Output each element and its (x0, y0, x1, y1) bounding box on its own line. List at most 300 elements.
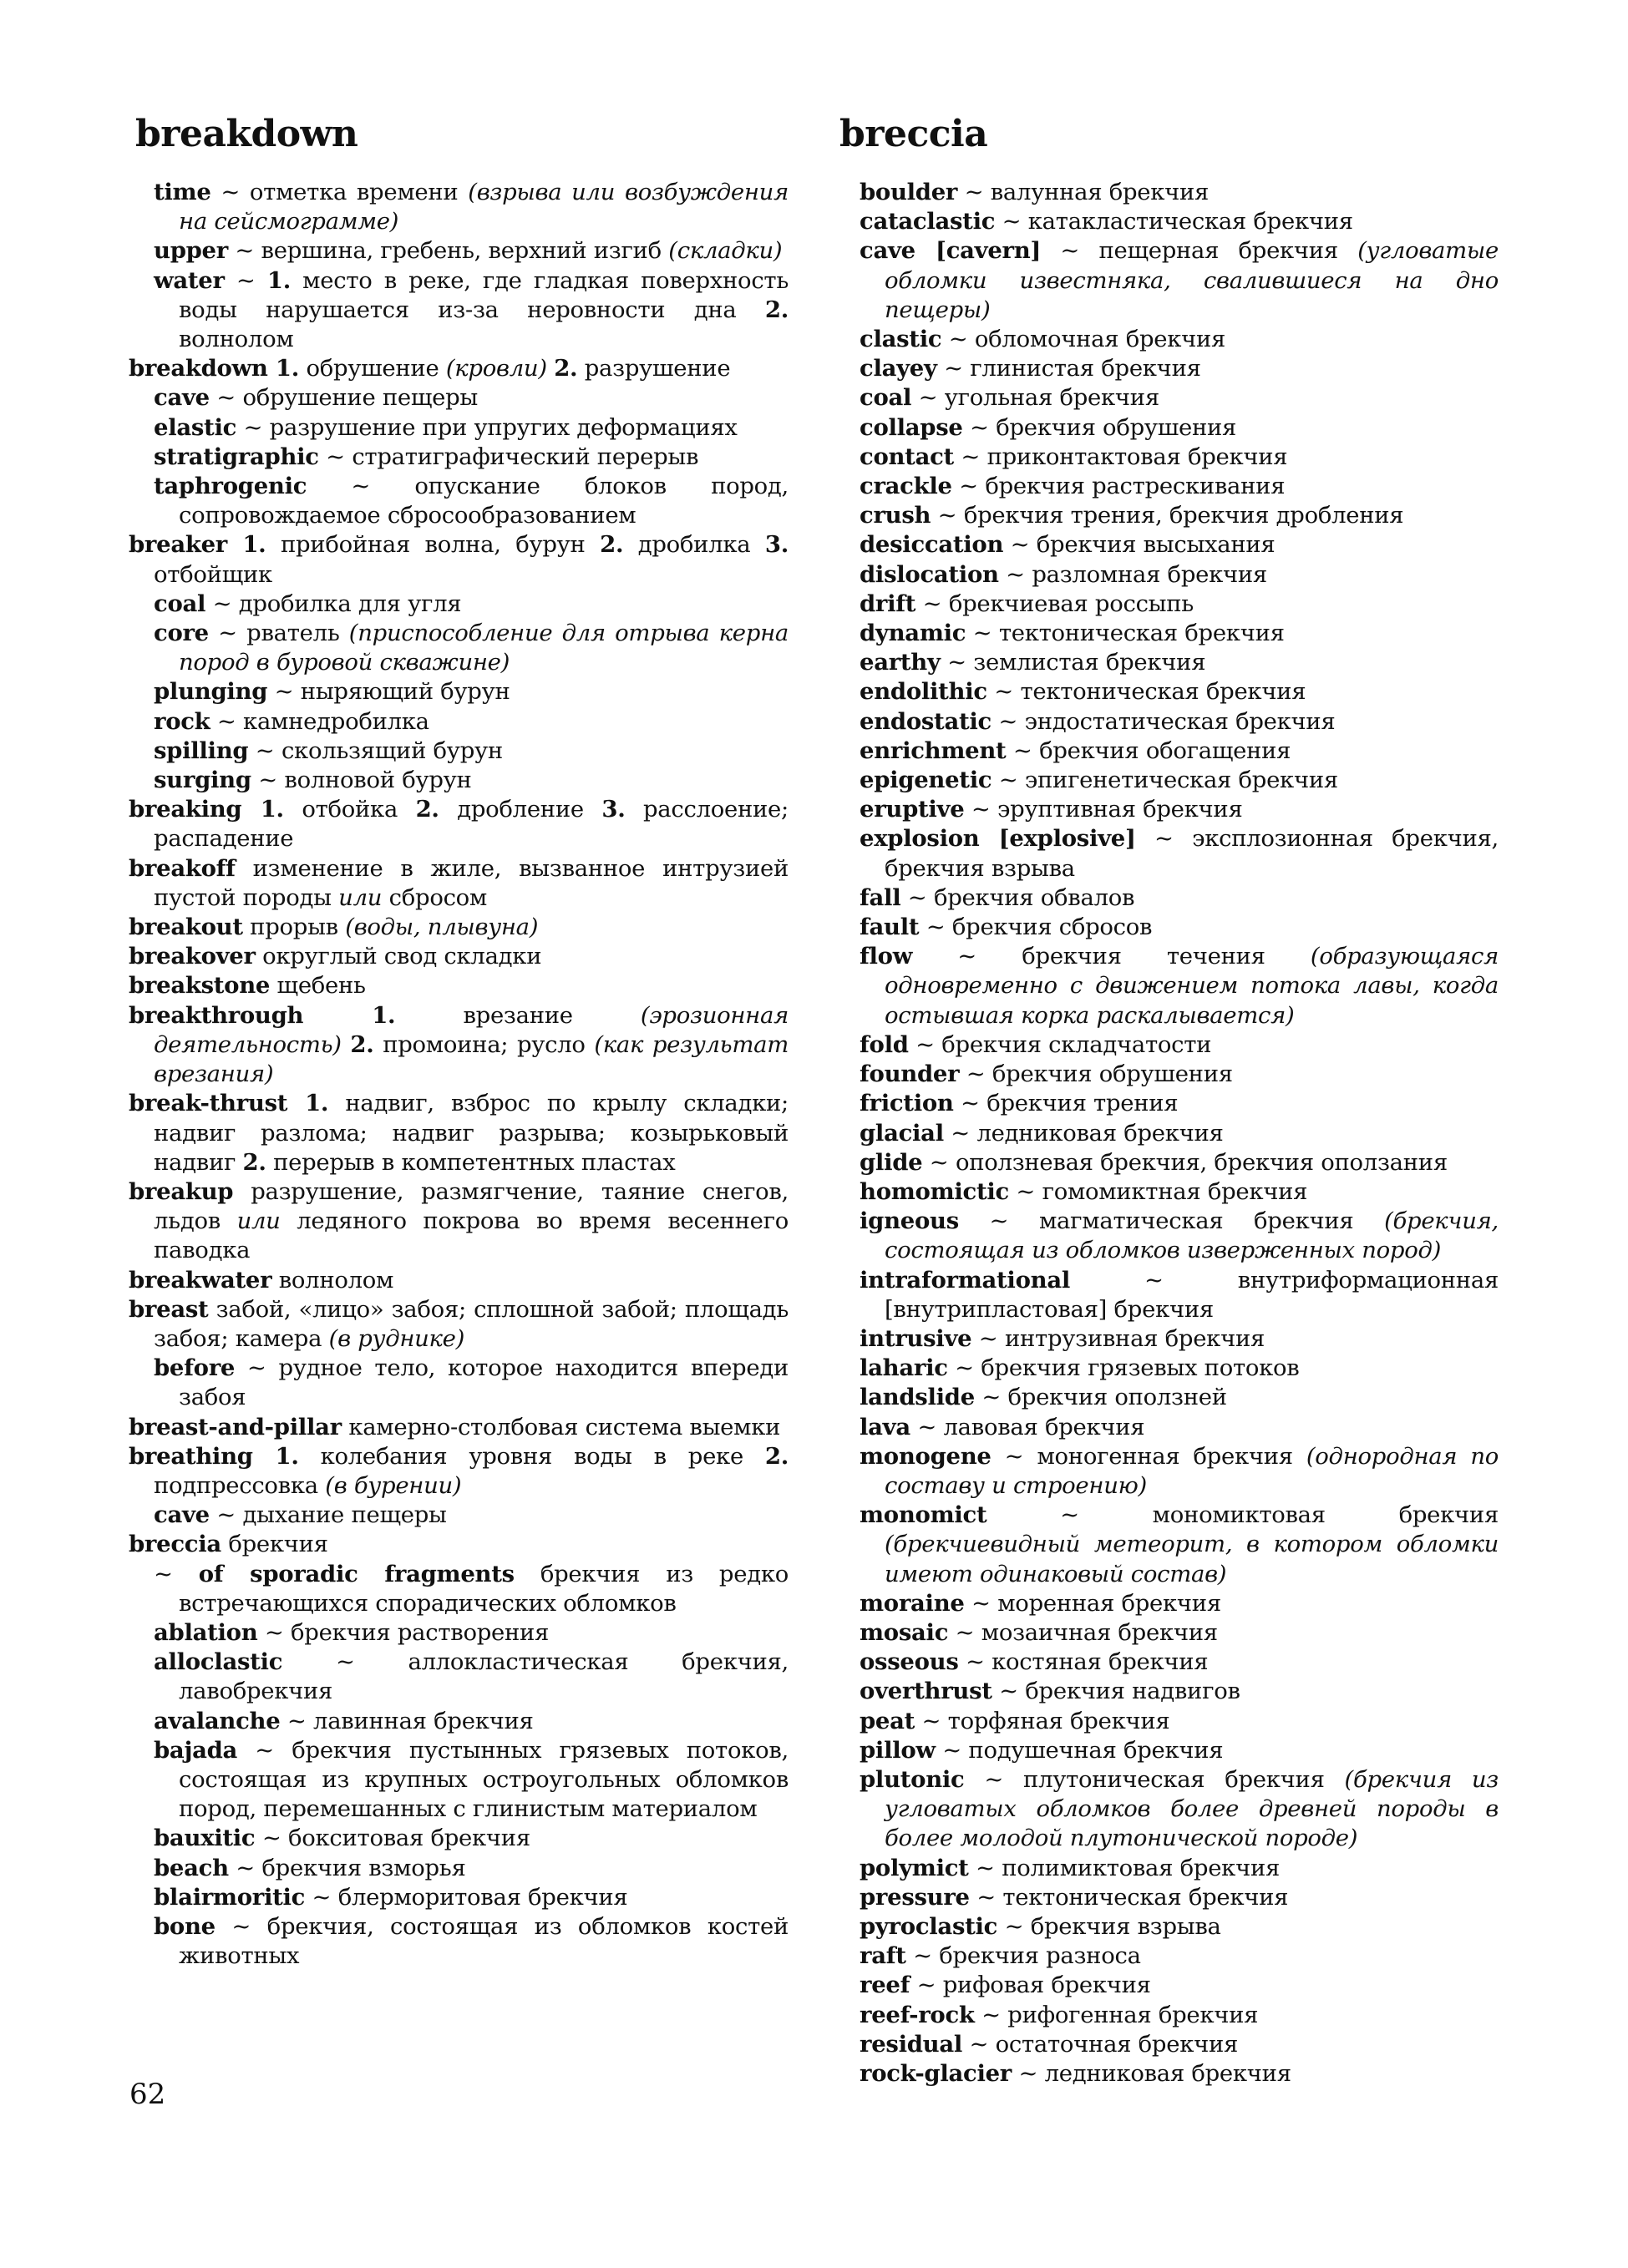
headword: boulder (860, 179, 958, 205)
definition-text (342, 1031, 351, 1058)
headword: flow (860, 943, 913, 970)
headword: bauxitic (154, 1825, 256, 1852)
headword: overthrust (860, 1678, 992, 1705)
left-column (129, 178, 789, 1971)
headword: osseous (860, 1648, 959, 1676)
dictionary-entry (860, 619, 1499, 648)
definition-text: ~ мозаичная брекчия (948, 1618, 1218, 1646)
definition-text: ~ аллокластическая брекчия, лавобрекчия (179, 1648, 789, 1705)
gloss-note: (однородная по составу и строению) (885, 1442, 1499, 1499)
dictionary-entry (860, 1354, 1499, 1383)
definition-text: отбойка (283, 796, 416, 823)
dictionary-entry (860, 1736, 1499, 1765)
definition-text: ~ магматическая брекчия (958, 1207, 1385, 1235)
definition-text: ~ эндостатическая брекчия (991, 707, 1336, 735)
headword: laharic (860, 1354, 948, 1382)
headword: eruptive (860, 796, 965, 823)
definition-text: ~ брекчия оползней (974, 1384, 1227, 1411)
definition-text: ~ брекчия обогащения (1006, 737, 1291, 764)
headword: alloclastic (154, 1648, 283, 1676)
headword: breakthrough 1. (129, 1001, 396, 1029)
definition-text: ~ обрушение пещеры (209, 384, 479, 412)
definition-text: ~ тектоническая брекчия (966, 620, 1285, 647)
definition-text: ~ брекчия растрескивания (951, 473, 1286, 500)
definition-text: ~ брекчия трения, брекчия дробления (931, 502, 1404, 529)
headword: crackle (860, 473, 952, 500)
dictionary-entry (860, 1971, 1499, 2000)
dictionary-entry (860, 1060, 1499, 1089)
headword: plunging (154, 678, 268, 706)
definition-text: ~ подушечная брекчия (935, 1736, 1224, 1764)
dictionary-entry (860, 1765, 1499, 1854)
dictionary-entry (860, 1089, 1499, 1118)
definition-text: ~ отметка времени (210, 179, 469, 205)
sub-entry (129, 737, 789, 766)
headword: cave (154, 1501, 210, 1529)
dictionary-entry (129, 354, 789, 383)
definition-text: ~ стратиграфический перерыв (318, 443, 699, 470)
right-column (860, 178, 1499, 2088)
gloss-note: (эрозионная деятельность) (154, 1001, 789, 1058)
definition-text: ~ брекчиевая россыпь (915, 590, 1194, 617)
headword: 2. (415, 796, 439, 823)
sub-entry (129, 619, 789, 677)
definition-text: ~ ныряющий бурун (267, 678, 510, 706)
definition-text: ~ дробилка для угля (205, 590, 462, 617)
definition-text: ~ брекчия, состоящая из обломков костей животных (179, 1912, 789, 1970)
dictionary-entry (860, 1589, 1499, 1618)
headword: monomict (860, 1501, 987, 1529)
definition-text: ~ ледниковая брекчия (1012, 2060, 1291, 2087)
dictionary-entry (860, 824, 1499, 883)
definition-text: ~ брекчия обрушения (962, 413, 1237, 441)
sub-entry (129, 266, 789, 355)
headword: polymict (860, 1854, 969, 1881)
dictionary-entry (860, 178, 1499, 207)
definition-text: колебания уровня воды в реке (298, 1442, 765, 1470)
definition-text (547, 355, 554, 382)
definition-text: дробление (439, 796, 602, 823)
dictionary-entry (860, 530, 1499, 559)
dictionary-entry (860, 472, 1499, 501)
definition-text: ~ тектоническая брекчия (986, 678, 1306, 706)
headword: epigenetic (860, 767, 992, 794)
dictionary-entry (860, 590, 1499, 619)
headword: explosion [explosive] (860, 825, 1136, 853)
headword: 3. (764, 531, 789, 559)
dictionary-entry (860, 1177, 1499, 1207)
dictionary-entry (860, 677, 1499, 706)
definition-text: ~ опускание блоков пород, сопровождаемое сбросообразованием (179, 473, 789, 529)
headword: residual (860, 2030, 963, 2058)
dictionary-entry (860, 413, 1499, 443)
sub-entry (129, 1912, 789, 1971)
headword: 2. (242, 1148, 266, 1176)
headword: beach (154, 1854, 229, 1881)
definition-text: ~ разрушение при упругих деформациях (236, 413, 738, 441)
definition-text: место в реке, где гладкая поверхность воды нарушается из-за неровности дна (179, 266, 789, 323)
dictionary-entry (129, 1295, 789, 1354)
dictionary-entry (860, 1030, 1499, 1060)
definition-text: обрушение (299, 355, 446, 382)
definition-text: разрушение (577, 355, 731, 382)
definition-text: брекчия (221, 1531, 328, 1558)
definition-text: ~ глинистая брекчия (936, 355, 1201, 382)
sub-entry (129, 472, 789, 530)
sub-entry (129, 1648, 789, 1706)
headword: fold (860, 1030, 909, 1058)
headword: cave (154, 384, 210, 412)
definition-text: ~ волновой бурун (251, 767, 472, 794)
headword: rock (154, 707, 210, 735)
sub-entry (129, 443, 789, 472)
definition-text: ~ рифогенная брекчия (974, 2001, 1259, 2028)
gloss-note: (как результат врезания) (154, 1030, 789, 1088)
definition-text: отбойщик (154, 560, 272, 588)
definition-text: щебень (270, 972, 366, 1000)
definition-text: ~ интрузивная брекчия (971, 1324, 1265, 1352)
definition-text: ~ брекчия пустынных грязевых потоков, состоящая из крупных остроугольных обломков пород, перемешанных с глинистым материалом (179, 1736, 789, 1823)
definition-text: ~ торфяная брекчия (915, 1707, 1170, 1734)
dictionary-entry (860, 1383, 1499, 1412)
definition-text: ~ (224, 266, 267, 294)
headword: spilling (154, 737, 249, 764)
definition-text: ~ брекчия сбросов (919, 914, 1153, 941)
headword: collapse (860, 413, 963, 441)
dictionary-entry (860, 560, 1499, 590)
dictionary-entry (860, 2030, 1499, 2059)
dictionary-entry (129, 942, 789, 971)
headword: breakstone (129, 972, 271, 1000)
definition-text: брекчия из редко встречающихся спорадических обломков (179, 1560, 789, 1617)
headword: 2. (764, 1442, 789, 1470)
headword: earthy (860, 649, 941, 676)
definition-text: ~ брекчия грязевых потоков (947, 1354, 1300, 1382)
headword: breccia (129, 1531, 221, 1558)
sub-entry (129, 590, 789, 619)
definition-text: ~ брекчия течения (912, 943, 1311, 970)
headword: breaking 1. (129, 796, 284, 823)
definition-text: ~ оползневая брекчия, брекчия оползания (922, 1148, 1448, 1176)
headword: ablation (154, 1618, 258, 1646)
dictionary-entry (860, 913, 1499, 942)
definition-text: забой, «лицо» забоя; сплошной забой; площадь забоя; камера (154, 1295, 789, 1352)
dictionary-entry (860, 1854, 1499, 1883)
definition-text: ~ (154, 1560, 199, 1587)
dictionary-entry (860, 1707, 1499, 1736)
definition-text: ~ дыхание пещеры (209, 1501, 447, 1529)
headword: upper (154, 237, 228, 265)
gloss-note: (в бурении) (325, 1471, 462, 1499)
dictionary-entry (860, 1119, 1499, 1148)
definition-text: разрушение, размягчение, таяние снегов, льдов (154, 1177, 789, 1235)
dictionary-entry (860, 883, 1499, 913)
definition-text: сбросом (382, 883, 488, 911)
headword: raft (860, 1942, 906, 1970)
dictionary-entry (129, 1413, 789, 1442)
sub-entry (129, 1824, 789, 1853)
headword: desiccation (860, 531, 1004, 559)
definition-text: ~ скользящий бурун (248, 737, 503, 764)
headword: crush (860, 502, 931, 529)
sub-entry (129, 766, 789, 795)
dictionary-entry (860, 795, 1499, 824)
headword: peat (860, 1707, 915, 1734)
headword: core (154, 620, 209, 647)
definition-text: камерно-столбовая система выемки (341, 1413, 781, 1440)
definition-text: ~ брекчия обвалов (900, 883, 1135, 911)
definition-text: подпрессовка (154, 1471, 326, 1499)
definition-text: ~ мономиктовая брекчия (986, 1501, 1499, 1529)
definition-text: ~ ледниковая брекчия (943, 1119, 1224, 1147)
page-number: 62 (129, 2078, 166, 2111)
definition-text: надвиг, взброс по крылу складки; надвиг разлома; надвиг разрыва; козырьковый надвиг (154, 1090, 789, 1176)
dictionary-entry (129, 1442, 789, 1501)
headword: pillow (860, 1736, 936, 1764)
sub-entry (129, 707, 789, 737)
headword: plutonic (860, 1765, 965, 1793)
sub-entry (129, 1707, 789, 1736)
headword: pyroclastic (860, 1912, 998, 1940)
definition-text: ~ рватель (208, 620, 349, 647)
headword: endostatic (860, 707, 992, 735)
definition-text: ~ лавинная брекчия (280, 1707, 534, 1734)
dictionary-entry (129, 795, 789, 853)
definition-text: ~ тектоническая брекчия (969, 1883, 1289, 1911)
definition-text: ~ вершина, гребень, верхний изгиб (227, 237, 669, 265)
headword: break-thrust 1. (129, 1090, 329, 1117)
definition-text: ~ разломная брекчия (998, 560, 1267, 588)
gloss-note: (брекчия, состоящая из обломков изверженных пород) (885, 1207, 1499, 1264)
sub-entry (129, 1560, 789, 1618)
headword: breaker 1. (129, 531, 266, 559)
dictionary-entry (129, 1001, 789, 1090)
sub-entry (129, 178, 789, 236)
dictionary-entry (860, 766, 1499, 795)
definition-text: врезание (395, 1001, 641, 1029)
sub-entry (129, 1354, 789, 1412)
dictionary-entry (129, 530, 789, 589)
dictionary-entry (129, 1177, 789, 1266)
dictionary-entry (860, 1413, 1499, 1442)
headword: of sporadic fragments (198, 1560, 515, 1587)
dictionary-entry (860, 501, 1499, 530)
headword: endolithic (860, 678, 987, 706)
definition-text: ~ гомомиктная брекчия (1008, 1177, 1308, 1205)
headword: water (154, 266, 225, 294)
definition-text: ~ землистая брекчия (940, 649, 1206, 676)
headword: avalanche (154, 1707, 281, 1734)
definition-text: волнолом (271, 1266, 394, 1293)
headword: breast (129, 1295, 209, 1323)
dictionary-entry (860, 383, 1499, 413)
headword: 2. (554, 355, 578, 382)
dictionary-entry (860, 325, 1499, 354)
headword: coal (154, 590, 206, 617)
gloss-note: или (236, 1207, 281, 1235)
headword: breakwater (129, 1266, 272, 1293)
dictionary-entry (860, 1677, 1499, 1706)
headword: lava (860, 1413, 910, 1440)
headword: landslide (860, 1384, 975, 1411)
headword: time (154, 179, 211, 205)
headword: reef-rock (860, 2001, 975, 2028)
definition-text: ледяного покрова во время весеннего паводка (154, 1207, 789, 1264)
headword: 1. (266, 266, 291, 294)
definition-text: расслоение; распадение (154, 796, 789, 853)
definition-text: ~ блерморитовая брекчия (305, 1883, 628, 1911)
definition-text: ~ эксплозионная брекчия, брекчия взрыва (885, 825, 1499, 882)
definition-text: ~ лавовая брекчия (910, 1413, 1145, 1440)
definition-text: ~ эруптивная брекчия (964, 796, 1243, 823)
headword: breathing 1. (129, 1442, 299, 1470)
headword: breakdown 1. (129, 355, 300, 382)
gloss-note: (угловатые обломки известняка, свалившиеся на дно пещеры) (885, 237, 1499, 323)
headword: pressure (860, 1883, 970, 1911)
definition-text: ~ валунная брекчия (957, 179, 1210, 205)
definition-text: ~ бокситовая брекчия (255, 1825, 530, 1852)
headword: founder (860, 1061, 960, 1088)
definition-text: ~ брекчия растворения (257, 1618, 550, 1646)
headword: before (154, 1354, 236, 1382)
sub-entry (129, 1501, 789, 1530)
headword: breakoff (129, 854, 236, 882)
headword: enrichment (860, 737, 1007, 764)
headword: glide (860, 1148, 923, 1176)
dictionary-entry (860, 1883, 1499, 1912)
gloss-note: (складки) (668, 237, 783, 265)
dictionary-entry (129, 913, 789, 942)
sub-entry (129, 1883, 789, 1912)
definition-text: ~ брекчия складчатости (908, 1030, 1212, 1058)
headword: reef (860, 1972, 910, 1999)
headword: cataclastic (860, 208, 996, 235)
definition-text: промоина; русло (373, 1030, 595, 1058)
headword: friction (860, 1090, 954, 1117)
headword: clayey (860, 355, 937, 382)
definition-text: ~ эпигенетическая брекчия (992, 767, 1338, 794)
dictionary-entry (860, 1912, 1499, 1941)
sub-entry (129, 413, 789, 443)
dictionary-entry (129, 854, 789, 913)
definition-text: ~ брекчия разноса (905, 1942, 1141, 1970)
headword: coal (860, 384, 912, 412)
dictionary-entry (860, 207, 1499, 236)
dictionary-entry (860, 1207, 1499, 1265)
headword: contact (860, 443, 954, 470)
definition-text: ~ брекчия взрыва (997, 1912, 1221, 1940)
definition-text: округлый свод складки (255, 943, 542, 970)
definition-text: ~ остаточная брекчия (962, 2030, 1239, 2058)
headword: 2. (764, 296, 789, 323)
sub-entry (129, 1618, 789, 1648)
definition-text: ~ плутоническая брекчия (964, 1765, 1345, 1793)
headword: homomictic (860, 1177, 1009, 1205)
headword: breast-and-pillar (129, 1413, 342, 1440)
dictionary-entry (860, 1148, 1499, 1177)
sub-entry (129, 1854, 789, 1883)
gloss-note: (кровли) (445, 355, 547, 382)
headword: dynamic (860, 620, 966, 647)
definition-text: ~ камнедробилка (210, 707, 429, 735)
dictionary-entry (129, 1530, 789, 1559)
headword: monogene (860, 1442, 992, 1470)
dictionary-entry (129, 1266, 789, 1295)
headword: 2. (350, 1030, 374, 1058)
running-head-left: breakdown (135, 113, 358, 155)
headword: cave [cavern] (860, 237, 1042, 265)
definition-text: ~ брекчия высыхания (1003, 531, 1276, 559)
headword: dislocation (860, 560, 999, 588)
definition-text: ~ брекчия трения (953, 1090, 1179, 1117)
dictionary-entry (860, 942, 1499, 1030)
dictionary-entry (860, 443, 1499, 472)
headword: bone (154, 1912, 216, 1940)
headword: moraine (860, 1589, 965, 1617)
definition-text: дробилка (623, 531, 765, 559)
definition-text: прорыв (242, 914, 346, 941)
headword: fault (860, 914, 920, 941)
definition-text: изменение в жиле, вызванное интрузией пустой породы (154, 854, 789, 911)
definition-text: ~ брекчия обрушения (959, 1061, 1233, 1088)
headword: breakout (129, 914, 243, 941)
headword: stratigraphic (154, 443, 319, 470)
definition-text: ~ пещерная брекчия (1041, 237, 1358, 265)
gloss-note: или (338, 883, 383, 911)
dictionary-entry (860, 648, 1499, 677)
headword: fall (860, 883, 901, 911)
dictionary-entry (860, 1941, 1499, 1971)
running-head-right: breccia (839, 113, 988, 155)
definition-text: перерыв в компетентных пластах (266, 1148, 676, 1176)
headword: glacial (860, 1119, 944, 1147)
headword: taphrogenic (154, 473, 307, 500)
headword: igneous (860, 1207, 959, 1235)
definition-text: волнолом (179, 326, 294, 353)
dictionary-entry (860, 737, 1499, 766)
gloss-note: (воды, плывуна) (345, 914, 539, 941)
dictionary-entry (860, 1648, 1499, 1677)
definition-text: ~ костяная брекчия (958, 1648, 1209, 1676)
definition-text: ~ брекчия взморья (228, 1854, 466, 1881)
headword: intraformational (860, 1266, 1070, 1293)
headword: clastic (860, 326, 942, 353)
definition-text: ~ внутриформационная [внутрипластовая] брекчия (885, 1266, 1499, 1323)
definition-text: ~ рифовая брекчия (910, 1972, 1151, 1999)
dictionary-entry (860, 1618, 1499, 1648)
dictionary-entry (129, 971, 789, 1000)
gloss-note: (брекчиевидный метеорит, в котором обломки имеют одинаковый состав) (885, 1531, 1499, 1587)
gloss-note: (брекчия из угловатых обломков более древней породы в более молодой плутонической породе) (885, 1765, 1499, 1852)
headword: drift (860, 590, 916, 617)
definition-text: ~ обломочная брекчия (941, 326, 1226, 353)
dictionary-entry (860, 1324, 1499, 1354)
definition-text: ~ рудное тело, которое находится впереди забоя (179, 1354, 789, 1411)
gloss-note: (в руднике) (328, 1324, 465, 1352)
dictionary-entry (129, 1089, 789, 1177)
definition-text: ~ приконтактовая брекчия (953, 443, 1288, 470)
headword: rock-glacier (860, 2060, 1012, 2087)
definition-text: ~ моногенная брекчия (991, 1442, 1306, 1470)
definition-text: ~ брекчия надвигов (992, 1678, 1240, 1705)
definition-text: прибойная волна, бурун (266, 531, 601, 559)
definition-text: ~ катакластическая брекчия (995, 208, 1353, 235)
definition-text: ~ полимиктовая брекчия (968, 1854, 1281, 1881)
headword: mosaic (860, 1618, 949, 1646)
dictionary-entry (860, 236, 1499, 325)
definition-text: ~ угольная брекчия (911, 384, 1159, 412)
headword: breakup (129, 1177, 234, 1205)
